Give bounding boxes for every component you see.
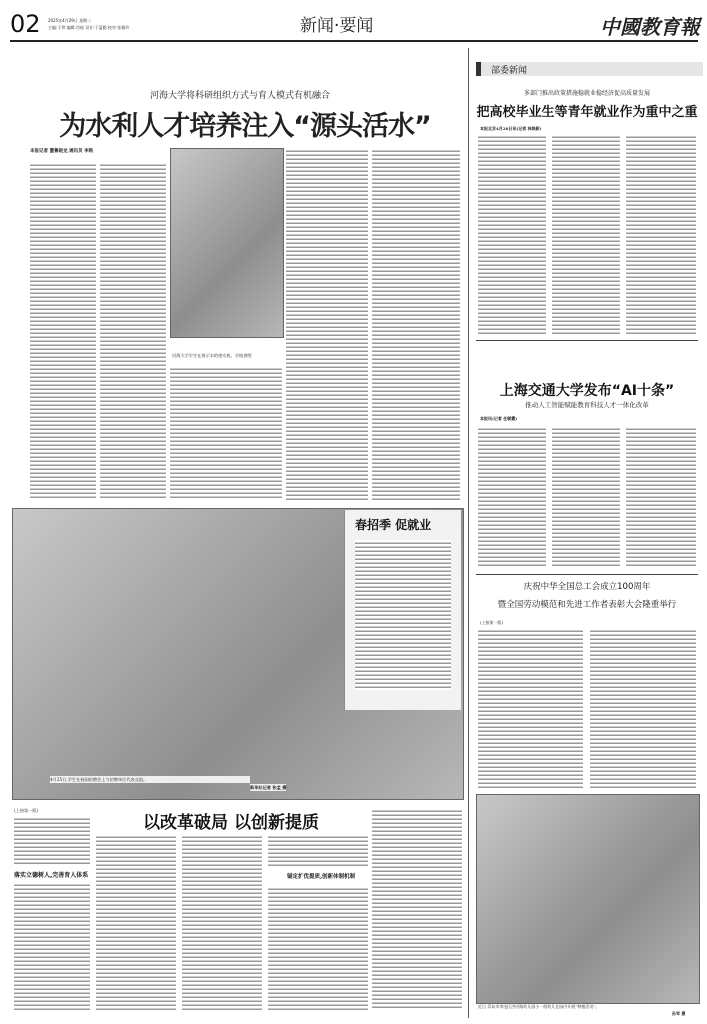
story2-column-2 <box>552 426 620 566</box>
lead-kicker: 河海大学将科研组织方式与育人模式有机融合 <box>149 91 330 101</box>
story3-photo-caption: 近日,青岛市李沧区洪河路幼儿园小一班幼儿在园内开展“种植活动”。 <box>478 1004 600 1009</box>
lower-column-2 <box>96 834 176 1010</box>
story3-byline: (上接第一版) <box>480 620 504 625</box>
story1-kicker: 多部门推出政策措施稳就业稳经济促高质量发展 <box>523 90 650 97</box>
lower-column-1b <box>14 882 90 1010</box>
story2-column-3 <box>626 426 696 566</box>
lead-column-1 <box>30 162 96 500</box>
lead-column-5 <box>372 148 460 500</box>
paper-name-logo: 中國教育報 <box>600 15 700 39</box>
recruit-caption: 4月25日,学生在校园招聘会上与招聘单位代表交流。 <box>50 776 250 783</box>
story2-column-1 <box>478 426 546 566</box>
lower-subhead: 锚定扩优提质,创新体制机制 <box>286 874 356 880</box>
lower-headline: 以改革破局 以创新提质 <box>143 813 319 833</box>
story3-photo <box>476 794 700 1004</box>
recruit-credit: 新华社记者 张孟 摄 <box>250 785 287 790</box>
lead-byline: 本报记者 董鲁皖龙 通讯员 李轶 <box>30 149 94 154</box>
recruit-title: 春招季 促就业 <box>355 518 432 532</box>
lead-column-4 <box>286 148 368 500</box>
story1-column-2 <box>552 134 620 334</box>
lead-photo-caption: 河海大学学生在展示水的密实机。学校供图 <box>172 353 252 358</box>
lower-column-4 <box>268 834 368 866</box>
recruit-panel-text <box>355 540 451 690</box>
lower-column-3 <box>182 834 262 1010</box>
story1-byline: 本报北京4月28日讯(记者 林焕新) <box>480 126 542 131</box>
story2-subtitle: 推动人工智能赋能教育科技人才一体化改革 <box>525 401 649 409</box>
page-number: 02 <box>10 10 41 38</box>
story2-title: 上海交通大学发布“AI十条” <box>499 383 675 399</box>
story3-kicker: 庆祝中华全国总工会成立100周年 <box>523 582 651 592</box>
masthead-date: 2025年4月29日 星期二 <box>48 18 92 23</box>
lead-column-2 <box>100 162 166 500</box>
lower-column-1 <box>14 816 90 866</box>
lead-column-3 <box>170 366 282 500</box>
lead-title: 为水利人才培养注入“源头活水” <box>59 111 431 142</box>
story3-column-1 <box>478 628 583 788</box>
masthead <box>0 0 707 60</box>
masthead-staff: 主编:于珍 编辑:肖桂 设计:于蓝勤 校对:张雅玲 <box>48 25 130 30</box>
lower-label: (上接第一版) <box>14 808 39 813</box>
sidebar-section-label: 部委新闻 <box>491 66 528 76</box>
sidebar-section-tag <box>476 62 703 76</box>
story3-title: 暨全国劳动模范和先进工作者表彰大会隆重举行 <box>497 600 677 610</box>
column-divider <box>468 48 469 1018</box>
story2-byline: 本报讯(记者 任朝霞) <box>480 416 518 421</box>
section-title: 新闻·要闻 <box>300 16 374 36</box>
story2-rule <box>476 340 698 341</box>
lower-column-5 <box>372 808 462 1010</box>
lower-left-subhead: 落实立德树人,完善育人体系 <box>14 872 89 879</box>
story3-photo-credit: 孙军 摄 <box>672 1011 686 1016</box>
lower-column-4b <box>268 886 368 1010</box>
story3-column-2 <box>590 628 696 788</box>
lead-photo <box>170 148 284 338</box>
story1-column-3 <box>626 134 696 334</box>
story1-title: 把高校毕业生等青年就业作为重中之重 <box>476 105 698 120</box>
story1-column-1 <box>478 134 546 334</box>
masthead-rule <box>10 40 698 42</box>
story3-rule <box>476 574 698 575</box>
recruit-panel <box>344 510 461 710</box>
